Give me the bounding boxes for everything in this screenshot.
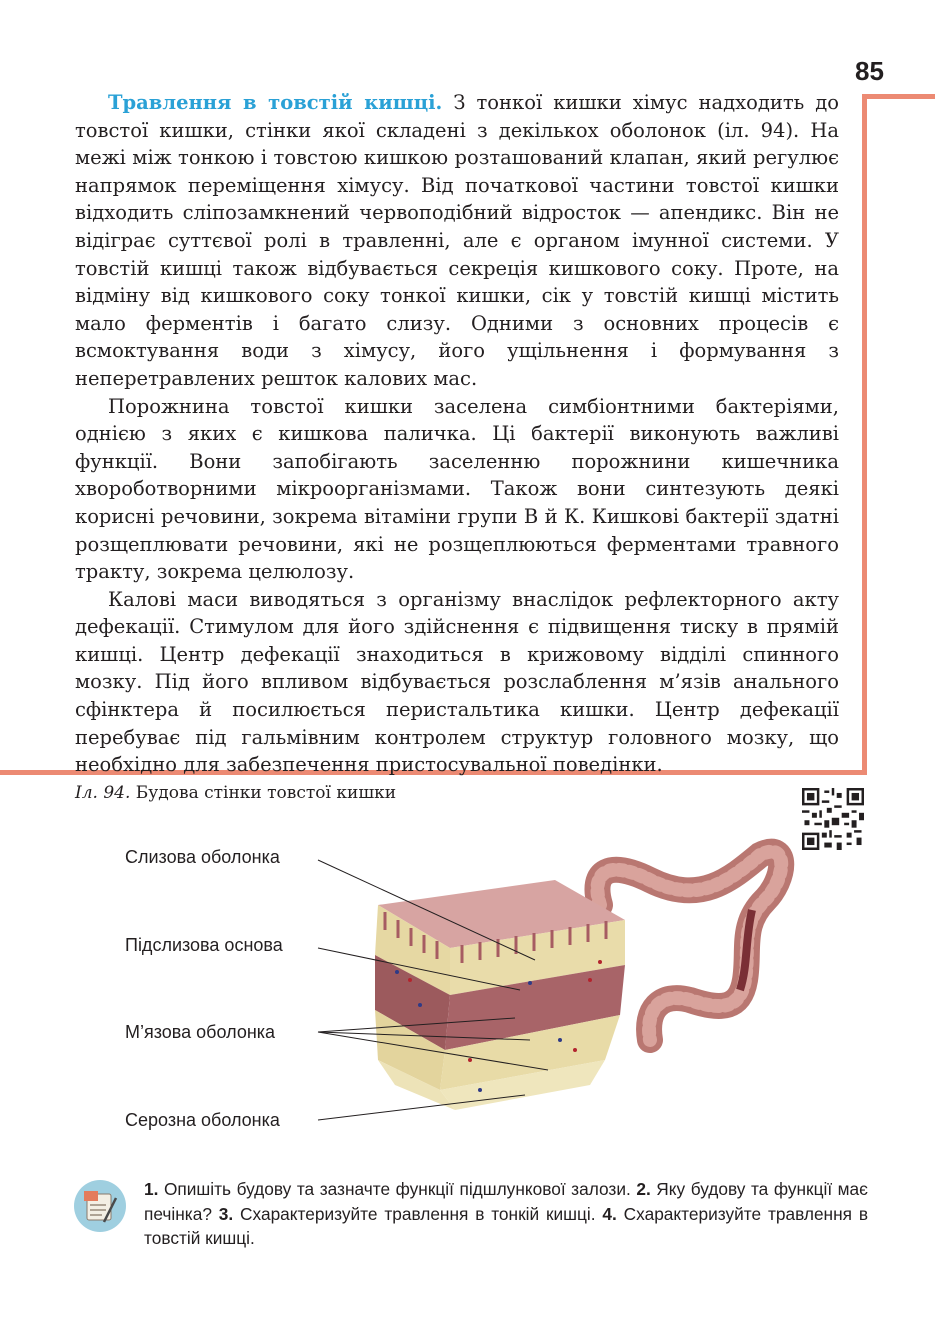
paragraph-1: [75, 89, 839, 393]
questions-icon: [74, 1180, 126, 1232]
figure-title: Будова стінки товстої кишки: [130, 783, 397, 803]
label-submucosa: Підслизова основа: [125, 935, 283, 955]
paragraph-3: Калові маси виводяться з організму внаслідок рефлекторного акту дефекації. Стимулом для його здійснення є підвищення тиску в прямій кишці. Центр дефекації знаходиться в крижовому відділі спинного мозку. Під його впливом відбувається розслаблення м’язів анального сфінктера й посилюється перистальтика кишки. Центр дефекації перебуває під гальмівним контролем структур головного мозку, що необхідно для забезпечення пристосувальної поведінки.: [75, 587, 839, 777]
label-serosa: Серозна оболонка: [125, 1110, 280, 1130]
q3-number: 3.: [218, 1203, 234, 1224]
frame-right-border: [862, 94, 867, 775]
colon-wall-illustration: [0, 820, 935, 1140]
label-mucosa: Слизова оболонка: [125, 847, 280, 867]
frame-top-border: [862, 94, 935, 99]
main-text: [75, 89, 839, 779]
page-number: 85: [855, 56, 884, 86]
review-questions: [144, 1177, 868, 1251]
q3-text: Схарактеризуйте травлення в тонкій кишці.: [233, 1203, 603, 1224]
q4-text: Схарактеризуйте травлення в товстій кишці.: [144, 1203, 869, 1248]
q2-text: Яку будову та функції має печінка?: [144, 1179, 868, 1224]
paragraph-2: Порожнина товстої кишки заселена симбіонтними бактеріями, однією з яких є кишкова паличка. Ці бактерії виконують важливі функції. Вони запобігають заселенню порожнини кишечника хвороботворними мікроорганізмами. Також вони синтезують деякі корисні речовини, зокрема вітаміни групи В й К. Кишкові бактерії здатні розщеплювати речовини, які не розщеплюються ферментами травного тракту, зокрема целюлозу.: [75, 394, 839, 584]
label-muscular: М’язова оболонка: [125, 1022, 276, 1042]
colon-tube: [597, 852, 781, 1040]
section-heading: Травлення в товстій кишці.: [108, 91, 443, 114]
figure-caption: [75, 783, 396, 803]
q1-text: Опишіть будову та зазначте функції підшлункової залози.: [158, 1179, 637, 1199]
q1-number: 1.: [144, 1179, 159, 1199]
wall-block: [375, 880, 625, 1110]
q4-number: 4.: [602, 1203, 617, 1224]
figure-number: Іл. 94.: [75, 783, 131, 803]
paragraph-1-body: З тонкої кишки хімус надходить до товстої кишки, стінки якої складені з декількох оболонок (іл. 94). На межі між тонкою і товстою кишкою розташований клапан, який регулює напрямок переміщення хімусу. Від початкової частини товстої кишки відходить сліпозамкнений червоподібний відросток — апендикс. Він не відіграє суттєвої ролі в травленні, але є органом імунної системи. У товстій кишці також відбувається секреція кишкового соку. Проте, на відміну від кишкового соку тонкої кишки, сік у товстій кишці містить мало ферментів і багато слизу. Одними з основних процесів є всмоктування води з хімусу, його ущільнення і формування з неперетравлених решток калових мас.: [75, 91, 840, 390]
q2-number: 2.: [636, 1179, 651, 1199]
